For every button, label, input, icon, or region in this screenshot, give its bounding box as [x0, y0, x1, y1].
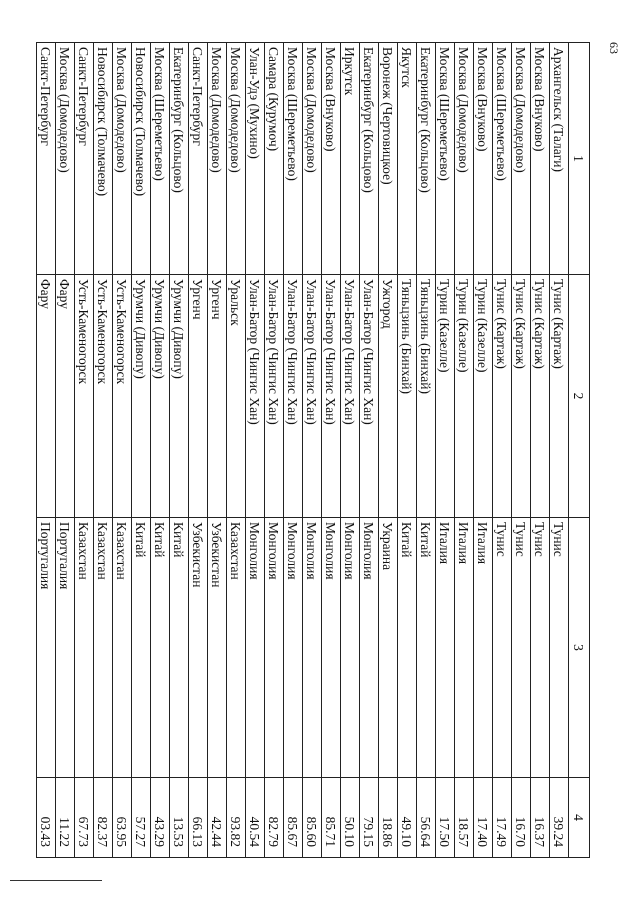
value-cell: 93.82 [227, 778, 246, 858]
value-cell: 18.86 [379, 778, 398, 858]
origin-cell: Москва (Домодедово) [227, 43, 246, 275]
table-row [75, 43, 94, 858]
flights-table [36, 42, 590, 858]
rotated-table-container [38, 42, 590, 857]
table-row [113, 43, 132, 858]
value-cell: 42.44 [208, 778, 227, 858]
table-row [379, 43, 398, 858]
origin-cell: Москва (Домодедово) [56, 43, 75, 275]
country-cell: Тунис [531, 518, 550, 778]
table-row [341, 43, 360, 858]
destination-cell: Тяньцзинь (Бинхай) [398, 275, 417, 518]
table-row [512, 43, 531, 858]
country-cell: Монголия [341, 518, 360, 778]
country-cell: Казахстан [94, 518, 113, 778]
rotated-table-frame [38, 42, 590, 857]
destination-cell: Турин (Казелле) [436, 275, 455, 518]
value-cell: 67.73 [75, 778, 94, 858]
table-row [417, 43, 436, 858]
country-cell: Узбекистан [189, 518, 208, 778]
origin-cell: Екатеринбург (Кольцово) [170, 43, 189, 275]
origin-cell: Москва (Шереметьево) [436, 43, 455, 275]
destination-cell: Тунис (Картаж) [512, 275, 531, 518]
table-row [398, 43, 417, 858]
country-cell: Монголия [322, 518, 341, 778]
value-cell: 16.70 [512, 778, 531, 858]
table-header-row [569, 43, 590, 858]
value-cell: 03.43 [37, 778, 56, 858]
destination-cell: Урумчи (Дивопу) [132, 275, 151, 518]
destination-cell: Тяньцзинь (Бинхай) [417, 275, 436, 518]
destination-cell: Усть-Каменогорск [113, 275, 132, 518]
value-cell: 82.37 [94, 778, 113, 858]
table-row [284, 43, 303, 858]
country-cell: Казахстан [113, 518, 132, 778]
table-row [493, 43, 512, 858]
value-cell: 85.71 [322, 778, 341, 858]
destination-cell: Тунис (Картаж) [531, 275, 550, 518]
value-cell: 18.57 [455, 778, 474, 858]
country-cell: Китай [398, 518, 417, 778]
table-row [550, 43, 569, 858]
value-cell: 82.79 [265, 778, 284, 858]
destination-cell: Фару [37, 275, 56, 518]
destination-cell: Турин (Казелле) [455, 275, 474, 518]
value-cell: 13.53 [170, 778, 189, 858]
country-cell: Казахстан [75, 518, 94, 778]
origin-cell: Екатеринбург (Кольцово) [417, 43, 436, 275]
origin-cell: Новосибирск (Толмачево) [132, 43, 151, 275]
value-cell: 17.40 [474, 778, 493, 858]
table-row [265, 43, 284, 858]
origin-cell: Москва (Домодедово) [303, 43, 322, 275]
value-cell: 85.60 [303, 778, 322, 858]
country-cell: Узбекистан [208, 518, 227, 778]
country-cell: Тунис [493, 518, 512, 778]
origin-cell: Москва (Внуково) [531, 43, 550, 275]
destination-cell: Улан-Батор (Чингис Хан) [360, 275, 379, 518]
value-cell: 17.49 [493, 778, 512, 858]
origin-cell: Новосибирск (Толмачево) [94, 43, 113, 275]
value-cell: 16.37 [531, 778, 550, 858]
table-row [322, 43, 341, 858]
destination-cell: Улан-Батор (Чингис Хан) [303, 275, 322, 518]
value-cell: 63.95 [113, 778, 132, 858]
destination-cell: Уральск [227, 275, 246, 518]
origin-cell: Екатеринбург (Кольцово) [360, 43, 379, 275]
value-cell: 66.13 [189, 778, 208, 858]
origin-cell: Якутск [398, 43, 417, 275]
country-cell: Китай [132, 518, 151, 778]
origin-cell: Воронеж (Чертовицкое) [379, 43, 398, 275]
origin-cell: Москва (Домодедово) [208, 43, 227, 275]
table-row [227, 43, 246, 858]
table-row [246, 43, 265, 858]
table-row [474, 43, 493, 858]
destination-cell: Турин (Казелле) [474, 275, 493, 518]
value-cell: 11.22 [56, 778, 75, 858]
origin-cell: Москва (Домодедово) [512, 43, 531, 275]
destination-cell: Улан-Батор (Чингис Хан) [265, 275, 284, 518]
country-cell: Монголия [265, 518, 284, 778]
country-cell: Украина [379, 518, 398, 778]
origin-cell: Санкт-Петербург [37, 43, 56, 275]
value-cell: 39.24 [550, 778, 569, 858]
country-cell: Португалия [56, 518, 75, 778]
destination-cell: Улан-Батор (Чингис Хан) [322, 275, 341, 518]
destination-cell: Фару [56, 275, 75, 518]
table-row [56, 43, 75, 858]
page-number: 63 [607, 42, 621, 54]
column-header: 1 [569, 43, 590, 275]
table-row [455, 43, 474, 858]
country-cell: Китай [170, 518, 189, 778]
country-cell: Монголия [360, 518, 379, 778]
destination-cell: Улан-Батор (Чингис Хан) [341, 275, 360, 518]
country-cell: Монголия [303, 518, 322, 778]
destination-cell: Улан-Батор (Чингис Хан) [284, 275, 303, 518]
table-row [189, 43, 208, 858]
country-cell: Китай [151, 518, 170, 778]
destination-cell: Ургенч [189, 275, 208, 518]
value-cell: 79.15 [360, 778, 379, 858]
origin-cell: Санкт-Петербург [75, 43, 94, 275]
table-row [37, 43, 56, 858]
table-row [208, 43, 227, 858]
table-row [531, 43, 550, 858]
footnote-divider [10, 880, 102, 881]
origin-cell: Москва (Внуково) [322, 43, 341, 275]
column-header: 3 [569, 518, 590, 778]
origin-cell: Архангельск (Талаги) [550, 43, 569, 275]
destination-cell: Усть-Каменогорск [94, 275, 113, 518]
table-row [436, 43, 455, 858]
value-cell: 50.10 [341, 778, 360, 858]
origin-cell: Москва (Внуково) [474, 43, 493, 275]
table-row [170, 43, 189, 858]
country-cell: Китай [417, 518, 436, 778]
destination-cell: Тунис (Картаж) [550, 275, 569, 518]
destination-cell: Тунис (Картаж) [493, 275, 512, 518]
origin-cell: Москва (Шереметьево) [493, 43, 512, 275]
destination-cell: Ургенч [208, 275, 227, 518]
destination-cell: Усть-Каменогорск [75, 275, 94, 518]
table-body [37, 43, 569, 858]
origin-cell: Москва (Домодедово) [113, 43, 132, 275]
value-cell: 85.67 [284, 778, 303, 858]
table-row [360, 43, 379, 858]
column-header: 4 [569, 778, 590, 858]
origin-cell: Самара (Курумоч) [265, 43, 284, 275]
destination-cell: Урумчи (Дивопу) [151, 275, 170, 518]
column-header: 2 [569, 275, 590, 518]
country-cell: Монголия [246, 518, 265, 778]
table-row [303, 43, 322, 858]
origin-cell: Москва (Шереметьево) [151, 43, 170, 275]
country-cell: Тунис [512, 518, 531, 778]
country-cell: Италия [474, 518, 493, 778]
origin-cell: Москва (Шереметьево) [284, 43, 303, 275]
origin-cell: Москва (Домодедово) [455, 43, 474, 275]
country-cell: Тунис [550, 518, 569, 778]
value-cell: 57.27 [132, 778, 151, 858]
origin-cell: Улан-Удэ (Мухино) [246, 43, 265, 275]
country-cell: Италия [455, 518, 474, 778]
destination-cell: Ужгород [379, 275, 398, 518]
destination-cell: Урумчи (Дивопу) [170, 275, 189, 518]
destination-cell: Улан-Батор (Чингис Хан) [246, 275, 265, 518]
value-cell: 40.54 [246, 778, 265, 858]
origin-cell: Иркутск [341, 43, 360, 275]
table-row [94, 43, 113, 858]
country-cell: Италия [436, 518, 455, 778]
value-cell: 49.10 [398, 778, 417, 858]
value-cell: 43.29 [151, 778, 170, 858]
value-cell: 17.50 [436, 778, 455, 858]
origin-cell: Санкт-Петербург [189, 43, 208, 275]
table-row [132, 43, 151, 858]
country-cell: Монголия [284, 518, 303, 778]
table-row [151, 43, 170, 858]
country-cell: Португалия [37, 518, 56, 778]
country-cell: Казахстан [227, 518, 246, 778]
value-cell: 56.64 [417, 778, 436, 858]
